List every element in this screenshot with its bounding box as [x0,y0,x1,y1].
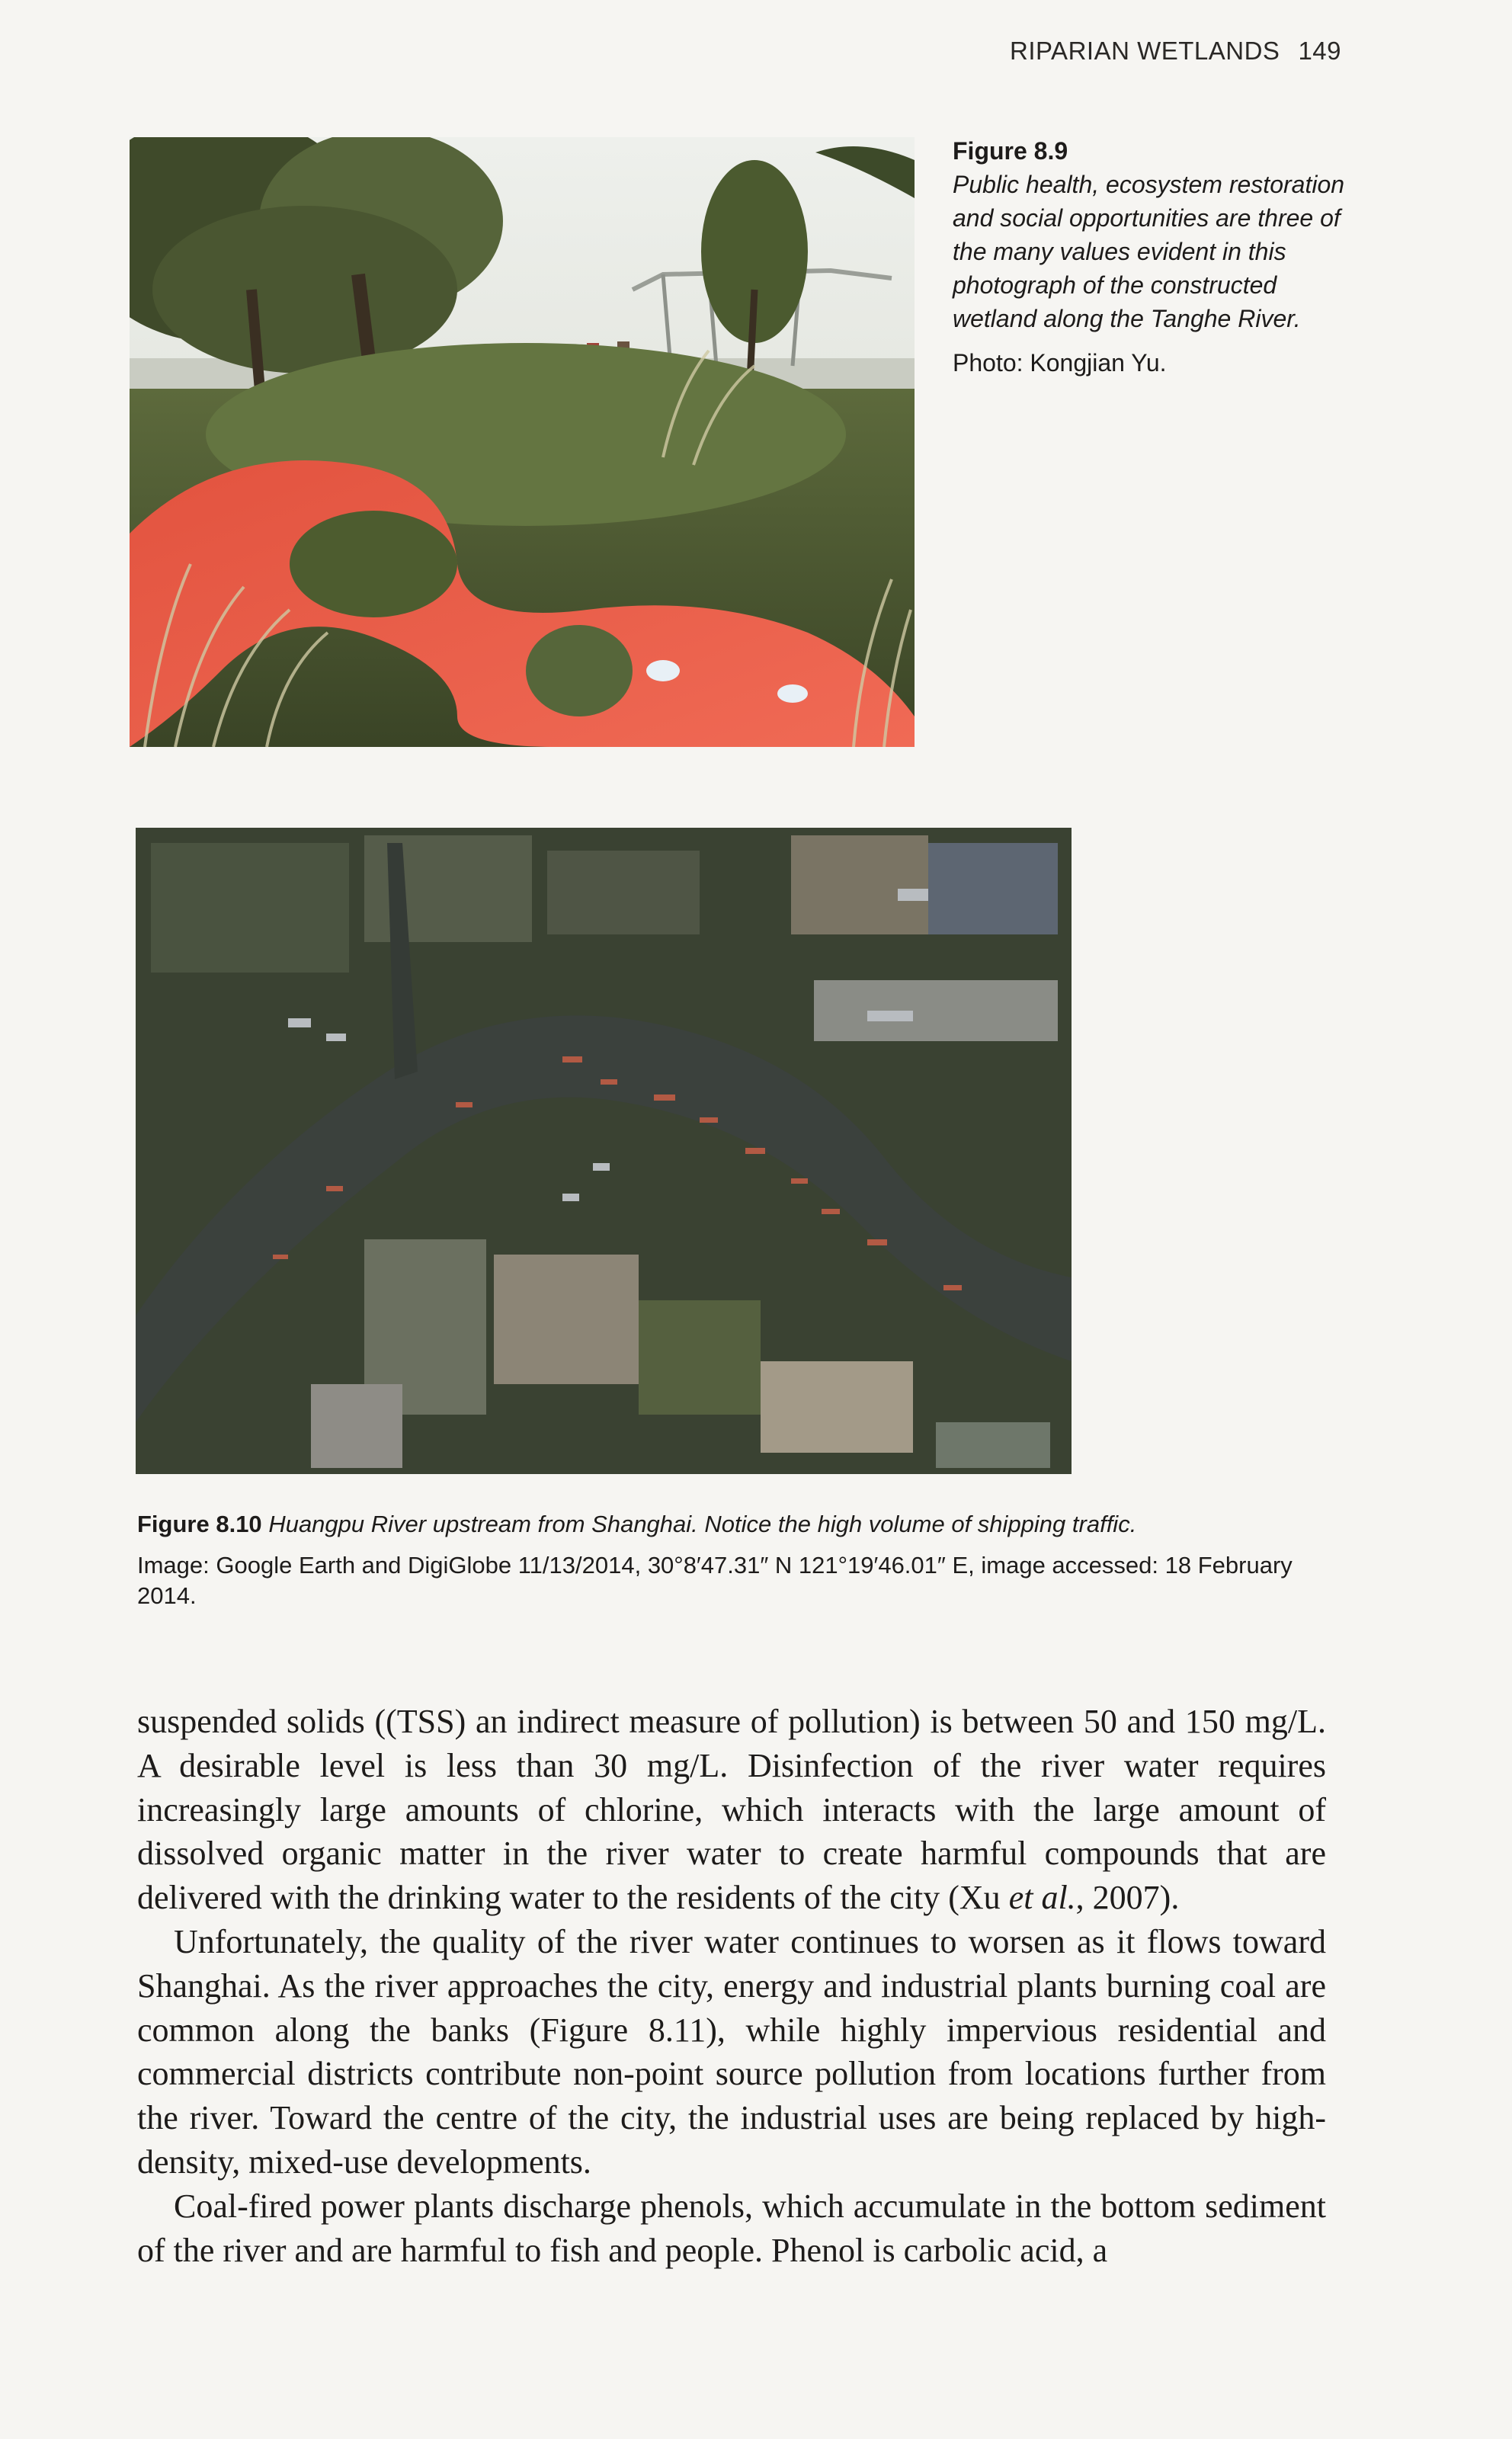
figure-8-10-satellite-image [136,828,1072,1474]
figure-8-9-photo [130,137,915,747]
figure-caption-text: Public health, ecosystem restoration and social opportunities are three of the many values evident in this photograph of the constructed wetland along the Tanghe River. [953,171,1345,332]
body-text [137,1700,1326,2272]
figure-8-9-caption [953,134,1349,380]
paragraph [137,1700,1326,1920]
page-number: 149 [1298,37,1341,65]
figure-caption-text: Huangpu River upstream from Shanghai. Notice the high volume of shipping traffic. [268,1511,1137,1537]
citation-etal: et al. [1008,1879,1076,1917]
wetland-photo-illustration [130,137,915,747]
figure-8-10-caption [137,1509,1326,1611]
paragraph: Coal-fired power plants discharge phenols, which accumulate in the bottom sediment of the river and are harmful to fish and people. Phenol is carbolic acid, a [137,2187,1326,2269]
paragraph: Unfortunately, the quality of the river water continues to worsen as it flows toward Shanghai. As the river approaches the city, energy and industrial plants burning coal are common along the banks (Figure 8.11), while highly impervious residential and commercial districts contribute non-point source pollution from locations further from the river. Toward the centre of the city, the industrial uses are being replaced by high-density, mixed-use developments. [137,1922,1326,2181]
running-header [983,37,1341,67]
paragraph-text: , 2007). [1075,1879,1180,1917]
figure-credit: Image: Google Earth and DigiGlobe 11/13/2014, 30°8′47.31″ N 121°19′46.01″ E, image accessed: 18 February 2014. [137,1552,1293,1609]
figure-label: Figure 8.10 [137,1511,262,1537]
running-header-title: RIPARIAN WETLANDS [1010,37,1280,65]
paragraph-text: suspended solids ((TSS) an indirect measure of pollution) is between 50 and 150 mg/L. A desirable level is less than 30 mg/L. Disinfection of the river water requires increasingly large amounts of chlorine, which interacts with the large amount of dissolved organic matter in the river water to create harmful compounds that are delivered with the drinking water to the residents of the city (Xu [137,1703,1326,1917]
river-aerial-illustration [136,828,1072,1474]
figure-credit: Photo: Kongjian Yu. [953,349,1167,377]
figure-label: Figure 8.9 [953,137,1068,165]
